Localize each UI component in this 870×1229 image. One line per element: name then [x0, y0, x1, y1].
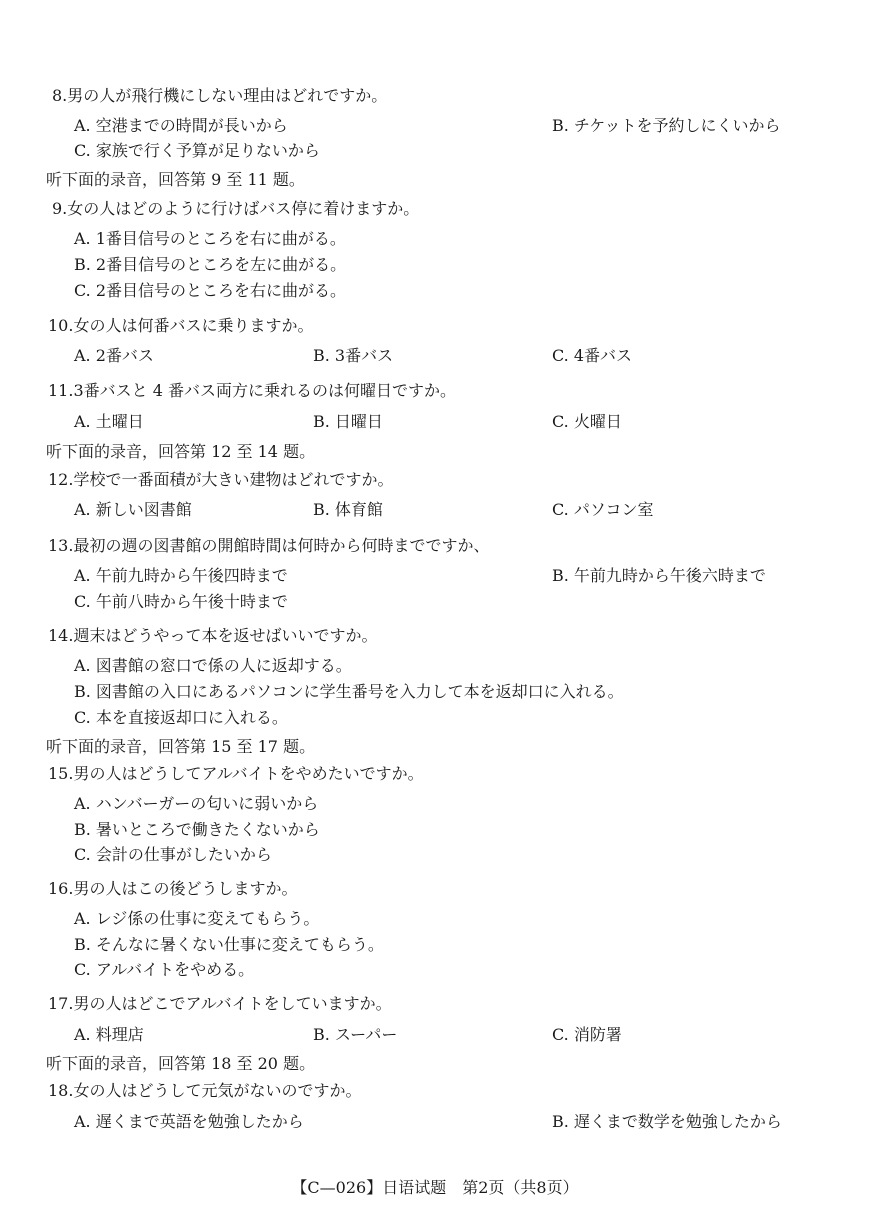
- q14-option-c: C. 本を直接返却口に入れる。: [74, 708, 288, 727]
- question-15: 15.男の人はどうしてアルバイトをやめたいですか。: [48, 764, 424, 783]
- q15-option-b: B. 暑いところで働きたくないから: [74, 820, 320, 839]
- section-instruction-18-20: 听下面的录音，回答第 18 至 20 题。: [46, 1054, 316, 1073]
- q11-option-a: A. 土曜日: [74, 412, 144, 431]
- question-11: 11.3番バスと 4 番バス両方に乗れるのは何曜日ですか。: [48, 381, 456, 400]
- question-16: 16.男の人はこの後どうしますか。: [48, 879, 298, 898]
- q11-option-c: C. 火曜日: [552, 412, 622, 431]
- q9-option-a: A. 1番目信号のところを右に曲がる。: [74, 229, 346, 248]
- q17-option-b: B. スーパー: [313, 1025, 398, 1044]
- q16-option-c: C. アルバイトをやめる。: [74, 960, 255, 979]
- q13-option-b: B. 午前九時から午後六時まで: [552, 566, 766, 585]
- section-instruction-15-17: 听下面的录音，回答第 15 至 17 题。: [46, 737, 316, 756]
- q15-option-c: C. 会計の仕事がしたいから: [74, 845, 272, 864]
- q15-option-a: A. ハンバーガーの匂いに弱いから: [74, 794, 319, 813]
- q12-option-c: C. パソコン室: [552, 500, 654, 519]
- q18-option-a: A. 遅くまで英語を勉強したから: [74, 1112, 304, 1131]
- q9-option-b: B. 2番目信号のところを左に曲がる。: [74, 255, 347, 274]
- q8-option-c: C. 家族で行く予算が足りないから: [74, 141, 320, 160]
- q8-option-a: A. 空港までの時間が長いから: [74, 116, 288, 135]
- question-9: 9.女の人はどのように行けばバス停に着けますか。: [52, 199, 420, 218]
- page-footer: 【C—026】日语试题 第2页（共8页）: [291, 1178, 579, 1197]
- q17-option-c: C. 消防署: [552, 1025, 622, 1044]
- question-10: 10.女の人は何番バスに乗りますか。: [48, 316, 314, 335]
- q16-option-a: A. レジ係の仕事に変えてもらう。: [74, 909, 320, 928]
- question-8: 8.男の人が飛行機にしない理由はどれですか。: [52, 86, 388, 105]
- q13-option-a: A. 午前九時から午後四時まで: [74, 566, 288, 585]
- q10-option-c: C. 4番バス: [552, 346, 633, 365]
- question-13: 13.最初の週の図書館の開館時間は何時から何時までですか、: [48, 536, 490, 555]
- q10-option-a: A. 2番バス: [74, 346, 154, 365]
- q14-option-b: B. 図書館の入口にあるパソコンに学生番号を入力して本を返却口に入れる。: [74, 682, 624, 701]
- q14-option-a: A. 図書館の窓口で係の人に返却する。: [74, 656, 352, 675]
- q8-option-b: B. チケットを予約しにくいから: [552, 116, 781, 135]
- question-14: 14.週末はどうやって本を返せばいいですか。: [48, 626, 378, 645]
- q18-option-b: B. 遅くまで数学を勉強したから: [552, 1112, 782, 1131]
- question-18: 18.女の人はどうして元気がないのですか。: [48, 1081, 362, 1100]
- q16-option-b: B. そんなに暑くない仕事に変えてもらう。: [74, 935, 384, 954]
- q12-option-a: A. 新しい図書館: [74, 500, 192, 519]
- section-instruction-9-11: 听下面的录音，回答第 9 至 11 题。: [46, 170, 305, 189]
- q11-option-b: B. 日曜日: [313, 412, 383, 431]
- section-instruction-12-14: 听下面的录音，回答第 12 至 14 题。: [46, 442, 316, 461]
- q12-option-b: B. 体育館: [313, 500, 383, 519]
- q9-option-c: C. 2番目信号のところを右に曲がる。: [74, 281, 347, 300]
- q17-option-a: A. 料理店: [74, 1025, 144, 1044]
- question-12: 12.学校で一番面積が大きい建物はどれですか。: [48, 470, 394, 489]
- question-17: 17.男の人はどこでアルバイトをしていますか。: [48, 994, 392, 1013]
- q13-option-c: C. 午前八時から午後十時まで: [74, 592, 288, 611]
- q10-option-b: B. 3番バス: [313, 346, 394, 365]
